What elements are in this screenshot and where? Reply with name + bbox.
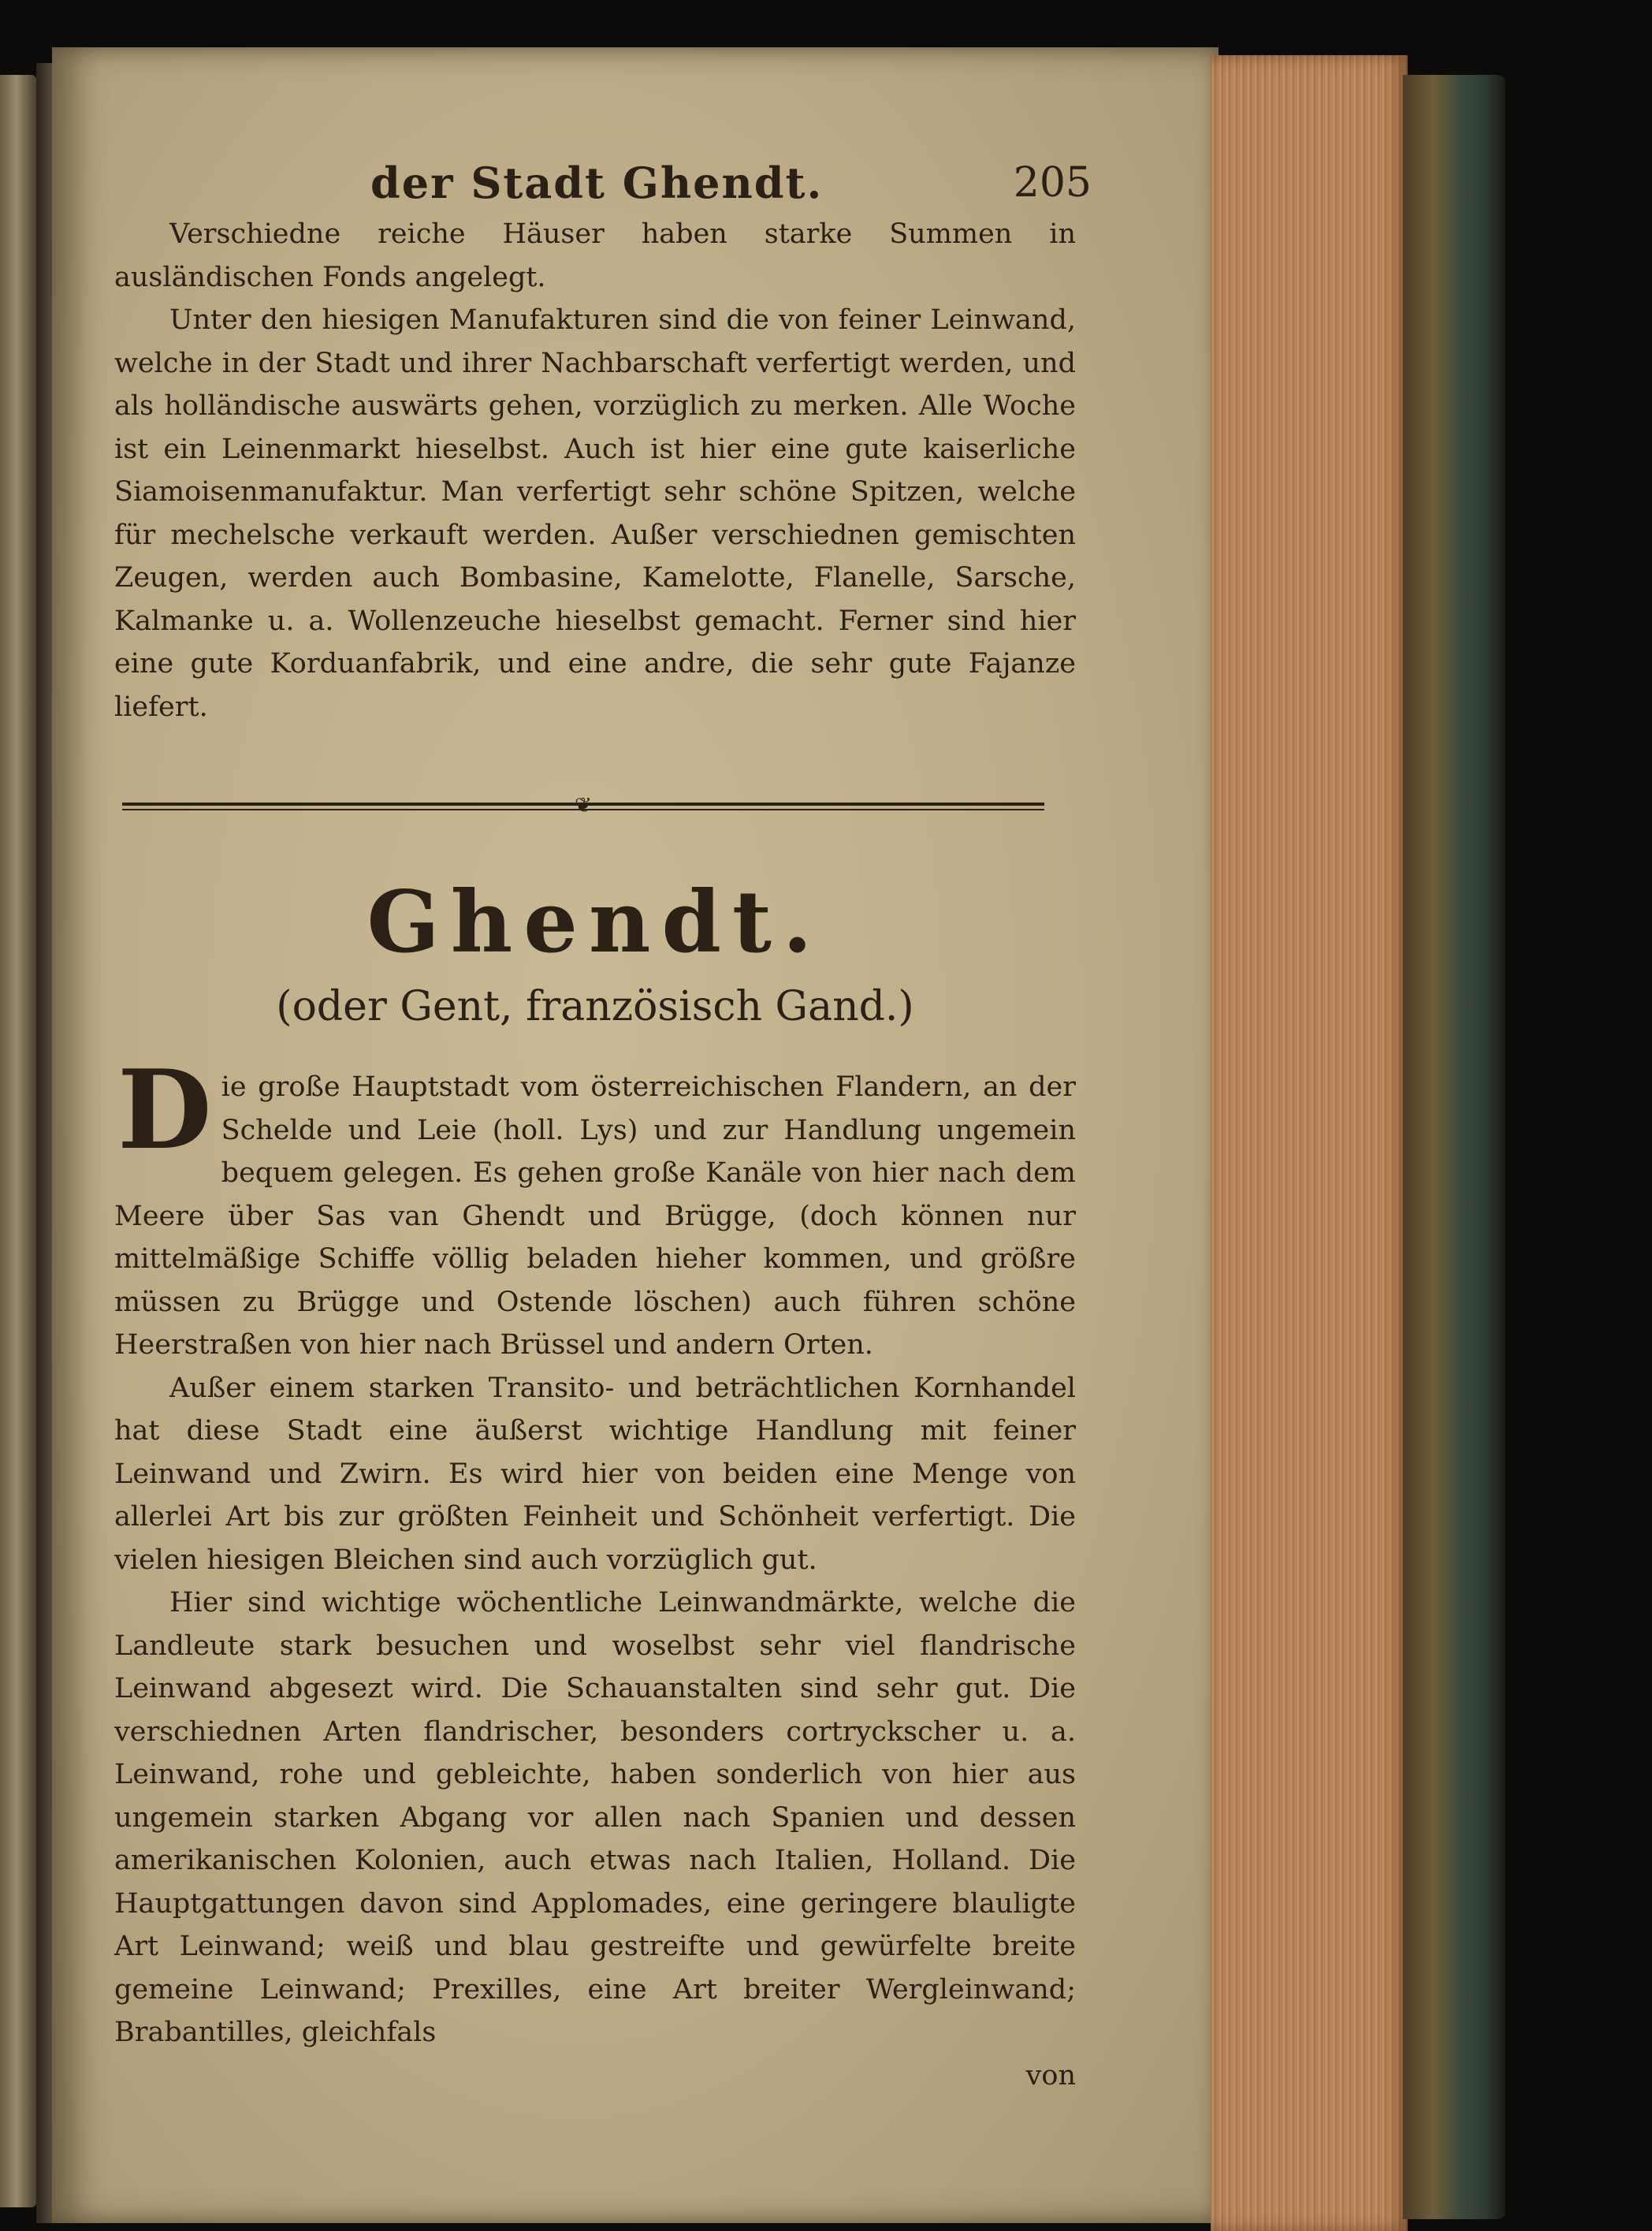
section-body — [114, 1045, 1076, 1367]
facing-page-edge — [0, 75, 36, 2207]
section-title: Ghendt. — [366, 873, 824, 972]
page-header — [114, 158, 1092, 213]
page-block-edges — [1211, 55, 1408, 2231]
section-paragraph-3: Hier sind wichtige wöchentliche Leinwandmärkte, welche die Landleute stark besuchen und woselbst sehr viel flandrische Leinwand abgesezt wird. Die Schauanstalten sind sehr gut. Die verschiednen Arten flandrischer, besonders cortryckscher u. a. Leinwand, rohe und gebleichte, haben sonderlich von hier aus ungemein starken Abgang vor allen nach Spanien und dessen amerikanischen Kolonien, auch etwas nach Italien, Holland. Die Hauptgattungen davon sind Applomades, eine geringere blauligte Art Leinwand; weiß und blau gestreifte und gewürfelte breite gemeine Leinwand; Prexilles, eine Art breiter Wergleinwand; Brabantilles, gleichfals — [114, 1587, 1076, 2048]
divider-knot-icon: ❦ — [575, 794, 592, 818]
catchword: von — [1025, 2059, 1076, 2091]
section-subtitle: (oder Gent, französisch Gand.) — [276, 983, 914, 1030]
drop-cap: D — [117, 1045, 212, 1174]
book-cover — [1403, 75, 1505, 2219]
page-text — [114, 158, 1092, 2097]
section-paragraph-1: ie große Hauptstadt vom österreichischen Flandern, an der Schelde und Leie (holl. Lys) und zur Handlung ungemein bequem gelegen. Es gehen große Kanäle von hier nach dem Meere über Sas van Ghendt und Brügge, (doch können nur mittelmäßige Schiffe völlig beladen hieher kommen, und größre müssen zu Brügge und Ostende löschen) auch führen schöne Heerstraßen von hier nach Brüssel und andern Orten. — [114, 1071, 1076, 1361]
section-divider-ornament — [122, 795, 1044, 818]
intro-paragraph-1: Verschiedne reiche Häuser haben starke Summen in ausländischen Fonds angelegt. — [114, 218, 1076, 293]
running-title: der Stadt Ghendt. — [370, 158, 824, 208]
page-number: 205 — [1013, 159, 1092, 207]
intro-paragraph-2: Unter den hiesigen Manufakturen sind die von feiner Leinwand, welche in der Stadt und ihrer Nachbarschaft verfertigt werden, und als holländische auswärts gehen, vorzüglich zu merken. Alle Woche ist ein Leinenmarkt hieselbst. Auch ist hier eine gute kaiserliche Siamoisenmanufaktur. Man verfertigt sehr schöne Spitzen, welche für mechelsche verkauft werden. Außer verschiednen gemischten Zeugen, werden auch Bombasine, Kamelotte, Flanelle, Sarsche, Kalmanke u. a. Wollenzeuche hieselbst gemacht. Ferner sind hier eine gute Korduanfabrik, und eine andre, die sehr gute Fajanze liefert. — [114, 304, 1076, 723]
section-paragraph-2: Außer einem starken Transito- und beträchtlichen Kornhandel hat diese Stadt eine äußerst wichtige Handlung mit feiner Leinwand und Zwirn. Es wird hier von beiden eine Menge von allerlei Art bis zur größten Feinheit und Schönheit verfertigt. Die vielen hiesigen Bleichen sind auch vorzüglich gut. — [114, 1372, 1076, 1576]
